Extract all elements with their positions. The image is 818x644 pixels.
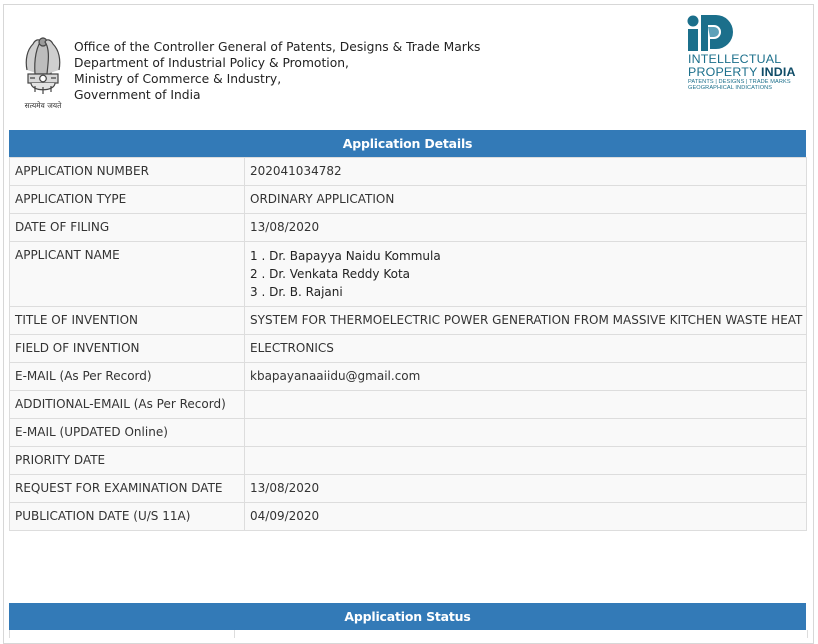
table-row	[10, 214, 807, 242]
row-value: 13/08/2020	[245, 214, 807, 242]
table-row	[10, 503, 807, 531]
row-value: ELECTRONICS	[245, 335, 807, 363]
row-label: PUBLICATION DATE (U/S 11A)	[10, 503, 245, 531]
application-status-header: Application Status	[9, 603, 806, 630]
table-row	[10, 242, 807, 307]
table-row	[10, 447, 807, 475]
row-value	[245, 391, 807, 419]
ip-logo-line2	[688, 66, 796, 79]
ip-logo-bold: INDIA	[760, 65, 796, 79]
row-label: APPLICANT NAME	[10, 242, 245, 307]
ashoka-emblem-icon	[19, 30, 67, 112]
table-row	[10, 363, 807, 391]
ip-logo-line3: PATENTS | DESIGNS | TRADE MARKS	[688, 79, 791, 85]
row-label: FIELD OF INVENTION	[10, 335, 245, 363]
table-row	[10, 335, 807, 363]
row-value: 04/09/2020	[245, 503, 807, 531]
row-value: ORDINARY APPLICATION	[245, 186, 807, 214]
row-value: 13/08/2020	[245, 475, 807, 503]
office-line: Office of the Controller General of Patents, Designs & Trade Marks	[74, 40, 481, 54]
row-label: APPLICATION NUMBER	[10, 158, 245, 186]
application-details-header: Application Details	[9, 130, 806, 157]
applicant-name-list	[245, 242, 807, 307]
ip-logo-line1: INTELLECTUAL	[688, 52, 782, 66]
ip-logo-prefix: PROPERTY	[688, 65, 761, 79]
row-value: kbapayanaaiidu@gmail.com	[245, 363, 807, 391]
application-status-table	[9, 630, 808, 638]
office-line: Government of India	[74, 88, 201, 102]
table-row	[10, 391, 807, 419]
office-line: Ministry of Commerce & Industry,	[74, 72, 282, 86]
table-row	[10, 475, 807, 503]
row-label: ADDITIONAL-EMAIL (As Per Record)	[10, 391, 245, 419]
row-value: 202041034782	[245, 158, 807, 186]
applicant-name: 3 . Dr. B. Rajani	[250, 285, 343, 299]
ip-logo-line4: GEOGRAPHICAL INDICATIONS	[688, 85, 773, 91]
row-label: E-MAIL (As Per Record)	[10, 363, 245, 391]
column-divider	[234, 630, 235, 638]
row-value	[245, 447, 807, 475]
office-address	[74, 39, 480, 103]
application-details-table	[9, 157, 807, 531]
applicant-name: 2 . Dr. Venkata Reddy Kota	[250, 267, 411, 281]
row-label: APPLICATION TYPE	[10, 186, 245, 214]
table-row	[10, 158, 807, 186]
row-label: TITLE OF INVENTION	[10, 307, 245, 335]
row-value	[245, 419, 807, 447]
row-value: SYSTEM FOR THERMOELECTRIC POWER GENERATION FROM MASSIVE KITCHEN WASTE HEAT	[245, 307, 807, 335]
table-row	[10, 186, 807, 214]
applicant-name: 1 . Dr. Bapayya Naidu Kommula	[250, 249, 441, 263]
office-line: Department of Industrial Policy & Promotion,	[74, 56, 349, 70]
emblem-caption: सत्यमेव जयते	[24, 101, 62, 110]
row-label: DATE OF FILING	[10, 214, 245, 242]
row-label: PRIORITY DATE	[10, 447, 245, 475]
row-label: REQUEST FOR EXAMINATION DATE	[10, 475, 245, 503]
table-row	[10, 419, 807, 447]
table-row	[10, 307, 807, 335]
ip-india-wordmark	[688, 53, 796, 91]
row-label: E-MAIL (UPDATED Online)	[10, 419, 245, 447]
